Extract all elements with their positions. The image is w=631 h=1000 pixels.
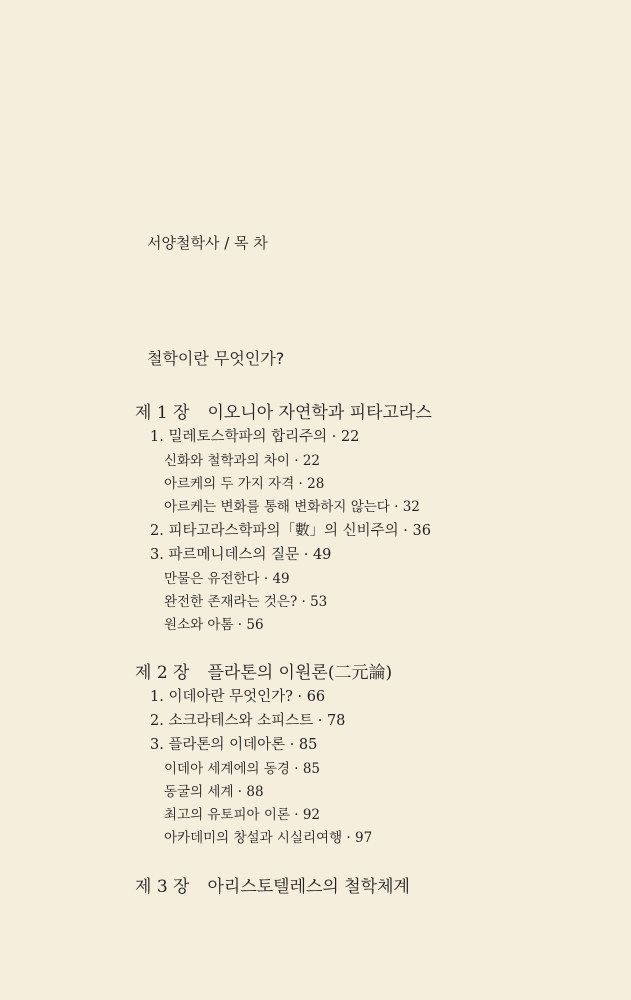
toc-subentry: 최고의 유토피아 이론 · 92 — [164, 807, 321, 823]
chapter-title: 플라톤의 이원론(二元論) — [207, 663, 393, 683]
chapter-3-heading — [135, 872, 410, 897]
page-header: 서양철학사 / 목 차 — [147, 234, 268, 252]
toc-entry: 1. 밀레토스학파의 합리주의 · 22 — [150, 429, 360, 445]
toc-entry: 3. 파르메니데스의 질문 · 49 — [150, 547, 332, 563]
toc-subentry: 아르케의 두 가지 자격 · 28 — [164, 476, 325, 492]
toc-subentry: 동굴의 세계 · 88 — [164, 784, 264, 800]
toc-subentry: 아르케는 변화를 통해 변화하지 않는다 · 32 — [164, 499, 420, 515]
toc-entry: 3. 플라톤의 이데아론 · 85 — [150, 737, 318, 753]
chapter-title: 아리스토텔레스의 철학체계 — [207, 877, 410, 897]
chapter-number: 제 1 장 — [135, 403, 190, 423]
toc-subentry: 아카데미의 창설과 시실리여행 · 97 — [164, 830, 373, 846]
toc-entry: 1. 이데아란 무엇인가? · 66 — [150, 689, 326, 705]
chapter-number: 제 3 장 — [135, 877, 190, 897]
chapter-number: 제 2 장 — [135, 663, 190, 683]
toc-subentry: 만물은 유전한다 · 49 — [164, 571, 290, 587]
toc-subentry: 원소와 아톰 · 56 — [164, 617, 264, 633]
toc-subentry: 신화와 철학과의 차이 · 22 — [164, 453, 321, 469]
chapter-title: 이오니아 자연학과 피타고라스 — [207, 403, 432, 423]
toc-entry: 2. 소크라테스와 소피스트 · 78 — [150, 713, 346, 729]
chapter-1-heading — [135, 398, 432, 423]
toc-entry: 2. 피타고라스학파의「數」의 신비주의 · 36 — [150, 523, 431, 539]
chapter-2-heading — [135, 658, 392, 683]
intro-heading: 철학이란 무엇인가? — [147, 349, 285, 368]
toc-subentry: 완전한 존재라는 것은? · 53 — [164, 594, 328, 610]
toc-subentry: 이데아 세계에의 동경 · 85 — [164, 761, 321, 777]
